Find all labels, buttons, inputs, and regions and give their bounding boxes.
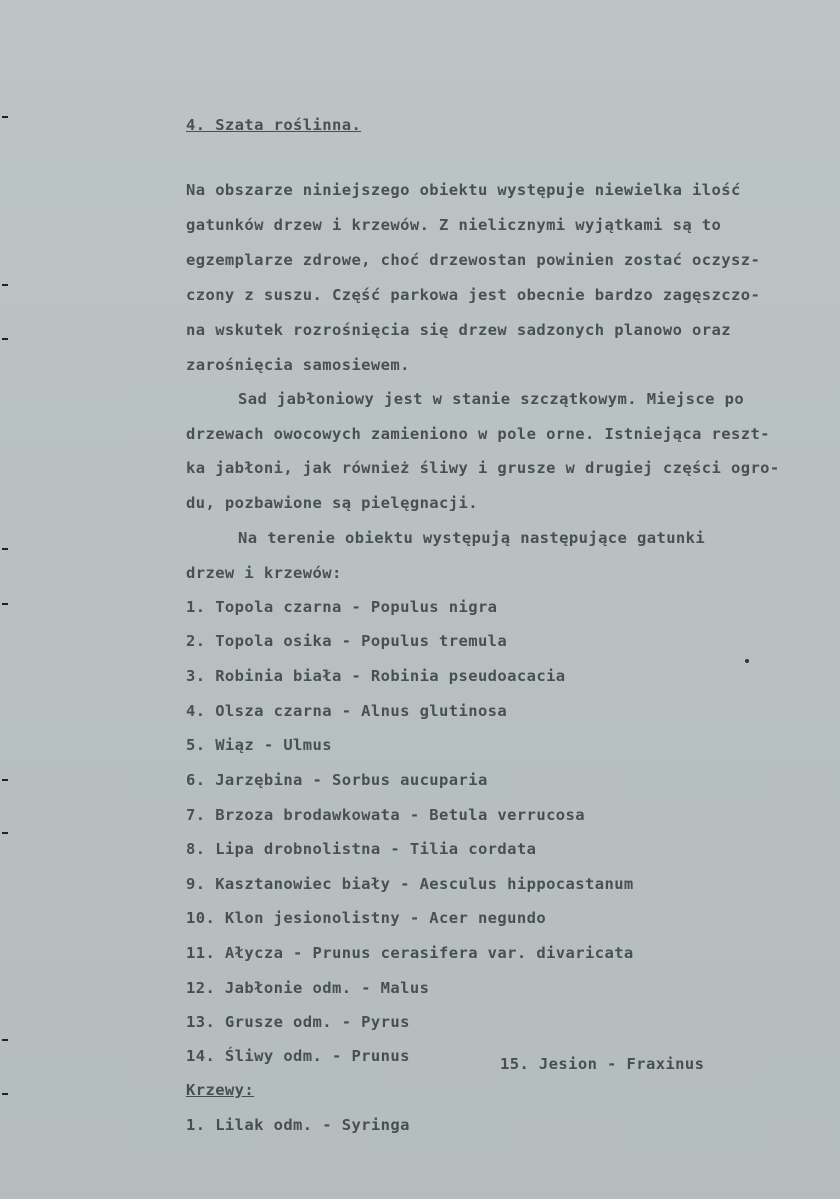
- ink-speck: [745, 659, 749, 663]
- tree-list-item: 13. Grusze odm. - Pyrus: [186, 1013, 410, 1031]
- shrub-list-item: 1. Lilak odm. - Syringa: [186, 1116, 410, 1134]
- edge-mark: [2, 338, 8, 340]
- section-heading: 4. Szata roślinna.: [186, 116, 362, 134]
- paragraph-line: Na obszarze niniejszego obiektu występuje niewielka ilość: [186, 181, 741, 199]
- tree-list-item: 5. Wiąz - Ulmus: [186, 736, 332, 754]
- tree-list-item: 6. Jarzębina - Sorbus aucuparia: [186, 771, 488, 789]
- edge-mark: [2, 548, 8, 550]
- paragraph-line: gatunków drzew i krzewów. Z nielicznymi wyjątkami są to: [186, 216, 722, 234]
- edge-mark: [2, 284, 8, 286]
- tree-list-item: 9. Kasztanowiec biały - Aesculus hippocastanum: [186, 875, 634, 893]
- edge-mark: [2, 603, 8, 605]
- tree-list-item: 12. Jabłonie odm. - Malus: [186, 979, 430, 997]
- paragraph-line: du, pozbawione są pielęgnacji.: [186, 494, 478, 512]
- tree-list-item: 14. Śliwy odm. - Prunus: [186, 1047, 410, 1065]
- tree-list-item: 1. Topola czarna - Populus nigra: [186, 598, 498, 616]
- tree-list-item: 4. Olsza czarna - Alnus glutinosa: [186, 702, 508, 720]
- edge-mark: [2, 832, 8, 834]
- paragraph-line: Na terenie obiektu występują następujące gatunki: [238, 529, 706, 547]
- edge-mark: [2, 116, 8, 118]
- edge-mark: [2, 779, 8, 781]
- paragraph-line: drzewach owocowych zamieniono w pole orne. Istniejąca reszt-: [186, 425, 770, 443]
- edge-mark: [2, 1039, 8, 1041]
- paragraph-line: na wskutek rozrośnięcia się drzew sadzonych planowo oraz: [186, 321, 731, 339]
- tree-list-item: 2. Topola osika - Populus tremula: [186, 632, 508, 650]
- paragraph-line: czony z suszu. Część parkowa jest obecnie bardzo zagęszczo-: [186, 286, 761, 304]
- tree-list-item: 7. Brzoza brodawkowata - Betula verrucosa: [186, 806, 586, 824]
- paragraph-line: drzew i krzewów:: [186, 564, 342, 582]
- edge-mark: [2, 1093, 8, 1095]
- tree-list-item: 8. Lipa drobnolistna - Tilia cordata: [186, 840, 537, 858]
- shrubs-heading: Krzewy:: [186, 1081, 255, 1099]
- paragraph-line: Sad jabłoniowy jest w stanie szczątkowym. Miejsce po: [238, 390, 745, 408]
- paragraph-line: egzemplarze zdrowe, choć drzewostan powinien zostać oczysz-: [186, 251, 761, 269]
- paragraph-line: ka jabłoni, jak również śliwy i grusze w drugiej części ogro-: [186, 459, 780, 477]
- tree-list-item: 10. Klon jesionolistny - Acer negundo: [186, 909, 547, 927]
- tree-list-item: 3. Robinia biała - Robinia pseudoacacia: [186, 667, 566, 685]
- tree-list-item: 15. Jesion - Fraxinus: [500, 1055, 705, 1073]
- tree-list-item: 11. Ałycza - Prunus cerasifera var. divaricata: [186, 944, 634, 962]
- paragraph-line: zarośnięcia samosiewem.: [186, 356, 410, 374]
